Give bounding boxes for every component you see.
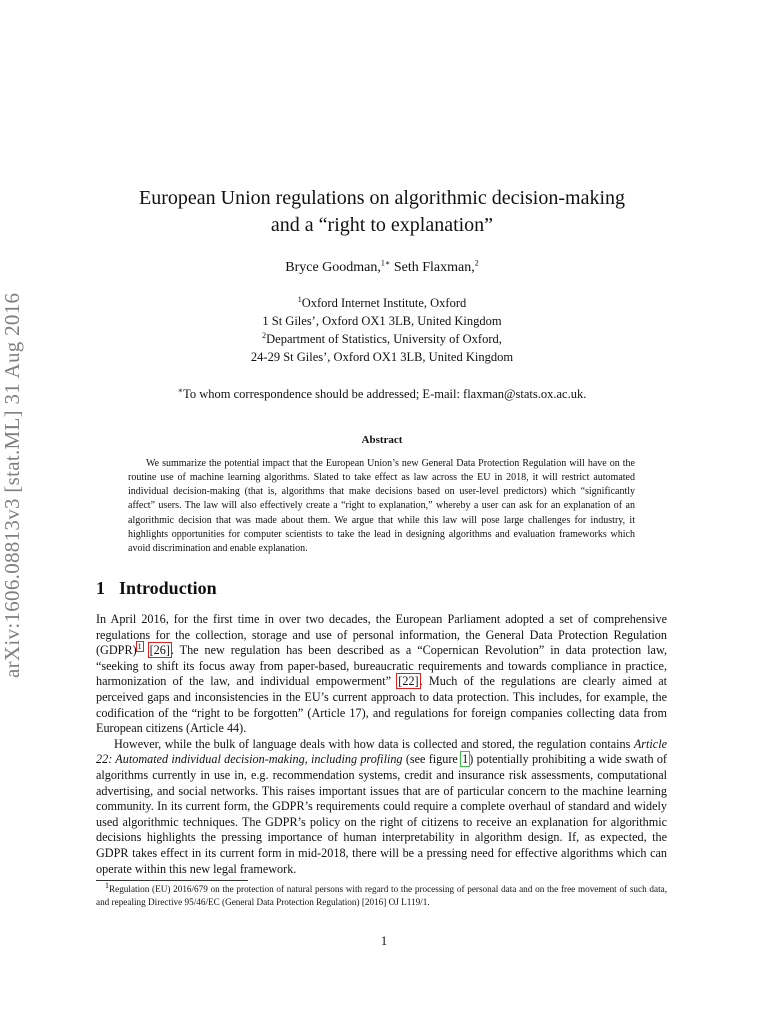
paper-title (80, 185, 684, 239)
affiliation-2-line-1: $^2$Department of Statistics, University of Oxford, (262, 330, 502, 346)
abstract-heading: Abstract (361, 434, 403, 446)
paragraph-2: However, while the bulk of language deals with how data is collected and stored, the regulation contains Article 22: Automated individual decision-making, including profiling (see figure 1) potentially prohibiting a wide swath of algorithms currently in use in, e.g. recommendation systems, credit and insurance risk assessments, computational advertising, and social networks. This raises important issues that are of particular concern to the machine learning community. In its current form, the GDPR’s requirements could require a complete overhaul of standard and widely used algorithmic techniques. The GDPR’s policy on the right of citizens to receive an explanation for algorithmic decisions highlights the pressing importance of human interpretability in algorithm design. If, as expected, the GDPR takes effect in its current form in mid-2018, there will be a pressing need for effective algorithms which can operate within this new legal framework. (96, 736, 667, 876)
affiliations (80, 294, 684, 366)
affiliation-1-line-1: $^1$Oxford Internet Institute, Oxford (297, 294, 467, 310)
footnote-divider (96, 880, 248, 881)
citation-link-22[interactable]: [22] (398, 674, 419, 689)
section-number: 1 (96, 578, 105, 598)
author-goodman: Bryce Goodman, (285, 260, 381, 275)
affiliation-2-line-2: 24-29 St Giles’, Oxford OX1 3LB, United Kingdom (250, 350, 514, 364)
arxiv-identifier-stamp: arXiv:1606.08813v3 [stat.ML] 31 Aug 2016 (0, 292, 24, 678)
correspondence-note: ∗To whom correspondence should be addressed; E-mail: flaxman@stats.ox.ac.uk. (177, 385, 587, 401)
footnote-1-text: Regulation (EU) 2016/679 on the protection of natural persons with regard to the processing of personal data and on the free movement of such data, and repealing Directive 95/46/EC (General Data Protection Regulation) [2016] OJ L119/1. (96, 884, 667, 907)
title-line-1: European Union regulations on algorithmic decision-making (139, 187, 625, 209)
introduction-body (96, 612, 667, 877)
title-line-2: and a “right to explanation” (270, 214, 494, 236)
footnote-link-1[interactable]: 1 (137, 642, 142, 652)
page-number: 1 (380, 934, 388, 948)
author-list (80, 258, 684, 278)
figure-link-1[interactable]: 1 (462, 752, 469, 767)
author-flaxman-affil-mark: 2 (474, 258, 479, 268)
paragraph-1: In April 2016, for the first time in over two decades, the European Parliament adopted a set of comprehensive regulations for the collection, storage and use of personal information, the General Data Protection Regulation (GDPR)$^1$ [26]. The new regulation has been described as a “Copernican Revolution” in data protection law, “seeking to shift its focus away from paper-based, bureaucratic requirements and towards compliance in practice, harmonization of the law, and individual empowerment” [22]. Much of the regulations are clearly aimed at perceived gaps and inconsistencies in the EU’s current approach to data protection. This includes, for example, the codification of the “right to be forgotten” (Article 17), and regulations for foreign companies collecting data from European citizens (Article 44). (96, 612, 668, 736)
affiliation-1-line-2: 1 St Giles’, Oxford OX1 3LB, United Kingdom (262, 314, 502, 328)
author-goodman-affil-mark: 1∗ (380, 258, 391, 268)
section-title: Introduction (119, 578, 217, 598)
author-flaxman: Seth Flaxman, (390, 260, 475, 275)
correspondence-text: To whom correspondence should be addressed; E-mail: flaxman@stats.ox.ac.uk. (183, 387, 587, 401)
citation-link-26[interactable]: [26] (149, 643, 170, 658)
abstract-text: We summarize the potential impact that the European Union’s new General Data Protection Regulation will have on the routine use of machine learning algorithms. Slated to take effect as law across the EU in 2018, it will restrict automated individual decision-making (that is, algorithms that make decisions based on user-level predictors) which “significantly affect” users. The law will also effectively create a “right to explanation,” whereby a user can ask for an explanation of an algorithmic decision that was made about them. We argue that while this law will pose large challenges for industry, it highlights opportunities for computer scientists to take the lead in designing algorithms and evaluation frameworks which avoid discrimination and enable explanation. (128, 458, 635, 554)
article-22-title: Article 22: Automated individual decision-making, including profiling (96, 736, 667, 767)
footnote-1: $^1$Regulation (EU) 2016/679 on the protection of natural persons with regard to the processing of personal data and on the free movement of such data, and repealing Directive 95/46/EC (General Data Protection Regulation) [2016] OJ L119/1. (96, 880, 667, 907)
section-heading-introduction (96, 578, 217, 599)
